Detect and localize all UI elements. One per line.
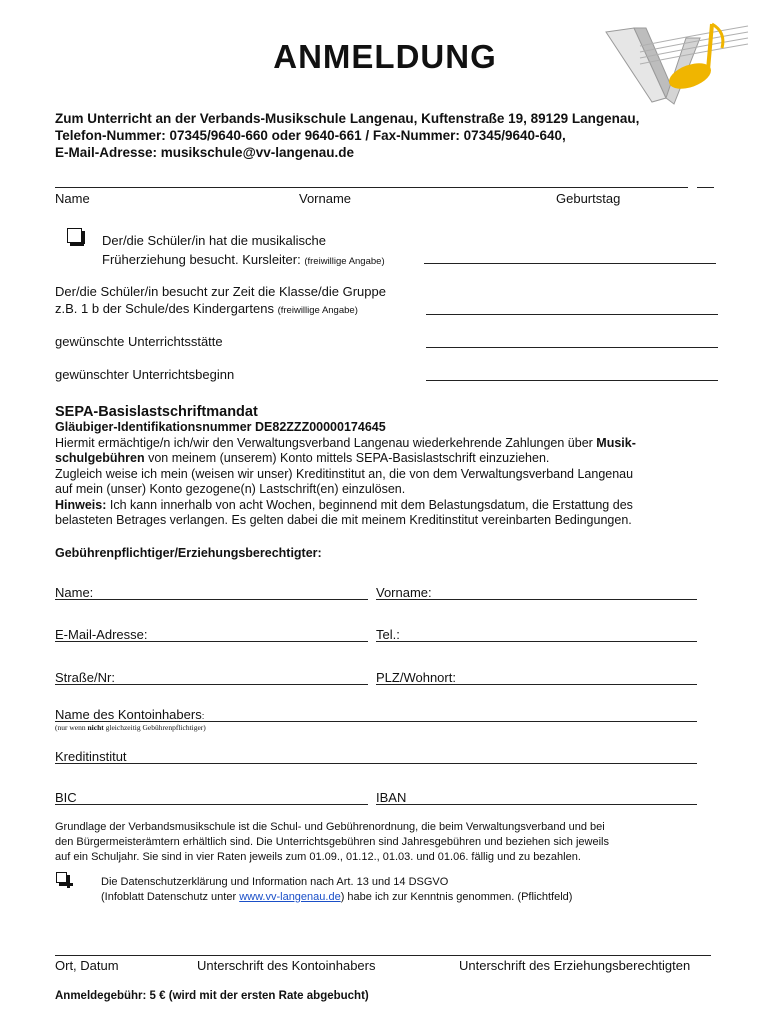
datenschutz-text <box>101 875 572 905</box>
kontoinhaber-note-b: nicht <box>87 723 104 732</box>
school-address-block <box>55 110 639 161</box>
payer-vorname-label: Vorname: <box>376 585 432 600</box>
datenschutz-l2b: ) habe ich zur Kenntnis genommen. (Pflichtfeld) <box>340 891 573 903</box>
payer-heading: Gebührenpflichtiger/Erziehungsberechtigter: <box>55 546 322 560</box>
student-geburtstag-label: Geburtstag <box>556 191 621 206</box>
payer-email-input[interactable] <box>55 641 368 642</box>
sepa-p1b: Musik- <box>596 435 636 450</box>
grundlage-l2: den Bürgermeisterämtern erhältlich sind. Die Unterrichtsgebühren sind Jahresgebühren und beziehen sich jeweils <box>55 836 609 848</box>
email-line: E-Mail-Adresse: musikschule@vv-langenau.de <box>55 145 355 160</box>
grundlage-l3: auf ein Schuljahr. Sie sind in vier Raten jeweils zum 01.09., 01.12., 01.03. und 01.06. fällig und zu bezahlen. <box>55 851 581 863</box>
datenschutz-checkbox[interactable] <box>56 872 67 883</box>
bic-label: BIC <box>55 790 77 805</box>
fee-note: Anmeldegebühr: 5 € (wird mit der ersten Rate abgebucht) <box>55 990 369 1002</box>
sepa-text <box>55 420 725 529</box>
kreditinstitut-label: Kreditinstitut <box>55 749 127 764</box>
kontoinhaber-label: Name des Kontoinhabers <box>55 707 202 722</box>
address-line: Zum Unterricht an der Verbands-Musikschule Langenau, Kuftenstraße 19, 89129 Langenau, <box>55 111 640 126</box>
ort-datum-label: Ort, Datum <box>55 958 119 973</box>
sepa-p2a: schulgebühren <box>55 451 145 465</box>
sepa-heading: SEPA-Basislastschriftmandat <box>55 404 258 420</box>
datenschutz-l2a: (Infoblatt Datenschutz unter <box>101 891 240 903</box>
datenschutz-l1: Die Datenschutzerklärung und Information nach Art. 13 und 14 DSGVO <box>101 876 449 888</box>
sepa-p2b: von meinem (unserem) Konto mittels SEPA-Basislastschrift einzuziehen. <box>144 451 550 465</box>
frueherziehung-text <box>102 233 385 270</box>
payer-tel-input[interactable] <box>376 641 697 642</box>
erziehungsberechtigter-signature-label: Unterschrift des Erziehungsberechtigten <box>459 958 691 973</box>
bic-input[interactable] <box>55 804 368 805</box>
student-name-line[interactable] <box>55 187 688 188</box>
grundlage-text <box>55 820 720 865</box>
signature-line[interactable] <box>55 955 711 956</box>
kontoinhaber-input[interactable] <box>55 721 697 722</box>
frueherziehung-optional: (freiwillige Angabe) <box>304 256 385 267</box>
payer-name-label: Name: <box>55 585 94 600</box>
unterrichtsstaette-label: gewünschte Unterrichtsstätte <box>55 334 223 349</box>
student-name-label: Name <box>55 191 90 206</box>
payer-plz-label: PLZ/Wohnort: <box>376 670 456 685</box>
phone-fax-line: Telefon-Nummer: 07345/9640-660 oder 9640-661 / Fax-Nummer: 07345/9640-640, <box>55 128 566 143</box>
page-title: ANMELDUNG <box>273 38 497 75</box>
iban-label: IBAN <box>376 790 407 805</box>
kontoinhaber-note-a: (nur wenn <box>55 723 88 732</box>
iban-input[interactable] <box>376 804 697 805</box>
unterrichtsstaette-input-line[interactable] <box>426 347 718 348</box>
frueherziehung-line1: Der/die Schüler/in hat die musikalische <box>102 233 326 248</box>
kursleiter-input-line[interactable] <box>424 263 716 264</box>
klasse-line2: z.B. 1 b der Schule/des Kindergartens <box>55 301 274 316</box>
payer-strasse-label: Straße/Nr: <box>55 670 115 685</box>
student-name-line-end <box>697 187 714 188</box>
glaeubiger-id: Gläubiger-Identifikationsnummer DE82ZZZ00000174645 <box>55 420 386 434</box>
kontoinhaber-colon: : <box>201 711 205 722</box>
sepa-hinweis-label: Hinweis: <box>55 497 107 512</box>
klasse-line1: Der/die Schüler/in besucht zur Zeit die Klasse/die Gruppe <box>55 284 386 299</box>
datenschutz-link[interactable]: www.vv-langenau.de <box>239 891 341 903</box>
payer-email-label: E-Mail-Adresse: <box>55 627 148 642</box>
unterrichtsbeginn-label: gewünschter Unterrichtsbeginn <box>55 367 235 382</box>
klasse-optional: (freiwillige Angabe) <box>277 305 358 316</box>
kontoinhaber-note <box>55 723 206 732</box>
frueherziehung-line2: Früherziehung besucht. Kursleiter: <box>102 252 301 267</box>
sepa-p5b: Ich kann innerhalb von acht Wochen, beginnend mit dem Belastungsdatum, die Erstattung des <box>106 497 633 512</box>
sepa-p4: auf mein (unser) Konto gezogene(n) Lastschrift(en) einzulösen. <box>55 482 406 496</box>
payer-tel-label: Tel.: <box>376 627 400 642</box>
payer-plz-input[interactable] <box>376 684 697 685</box>
frueherziehung-checkbox[interactable] <box>67 228 82 243</box>
kontoinhaber-signature-label: Unterschrift des Kontoinhabers <box>197 958 376 973</box>
sepa-p3: Zugleich weise ich mein (weisen wir unser) Kreditinstitut an, die von dem Verwaltungsverband Langenau <box>55 466 634 481</box>
kreditinstitut-input[interactable] <box>55 763 697 764</box>
payer-name-input[interactable] <box>55 599 368 600</box>
klasse-input-line[interactable] <box>426 314 718 315</box>
grundlage-l1: Grundlage der Verbandsmusikschule ist die Schul- und Gebührenordnung, die beim Verwaltungsverband und bei <box>55 821 605 833</box>
student-vorname-label: Vorname <box>299 191 352 206</box>
klasse-text <box>55 284 386 319</box>
kontoinhaber-note-c: gleichzeitig Gebührenpflichtiger) <box>103 723 206 732</box>
sepa-p6: belasteten Betrages verlangen. Es gelten dabei die mit meinem Kreditinstitut vereinbarten Bedingungen. <box>55 513 632 527</box>
payer-vorname-input[interactable] <box>376 599 697 600</box>
payer-strasse-input[interactable] <box>55 684 368 685</box>
sepa-p1a: Hiermit ermächtige/n ich/wir den Verwaltungsverband Langenau wiederkehrende Zahlungen über <box>55 435 597 450</box>
unterrichtsbeginn-input-line[interactable] <box>426 380 718 381</box>
